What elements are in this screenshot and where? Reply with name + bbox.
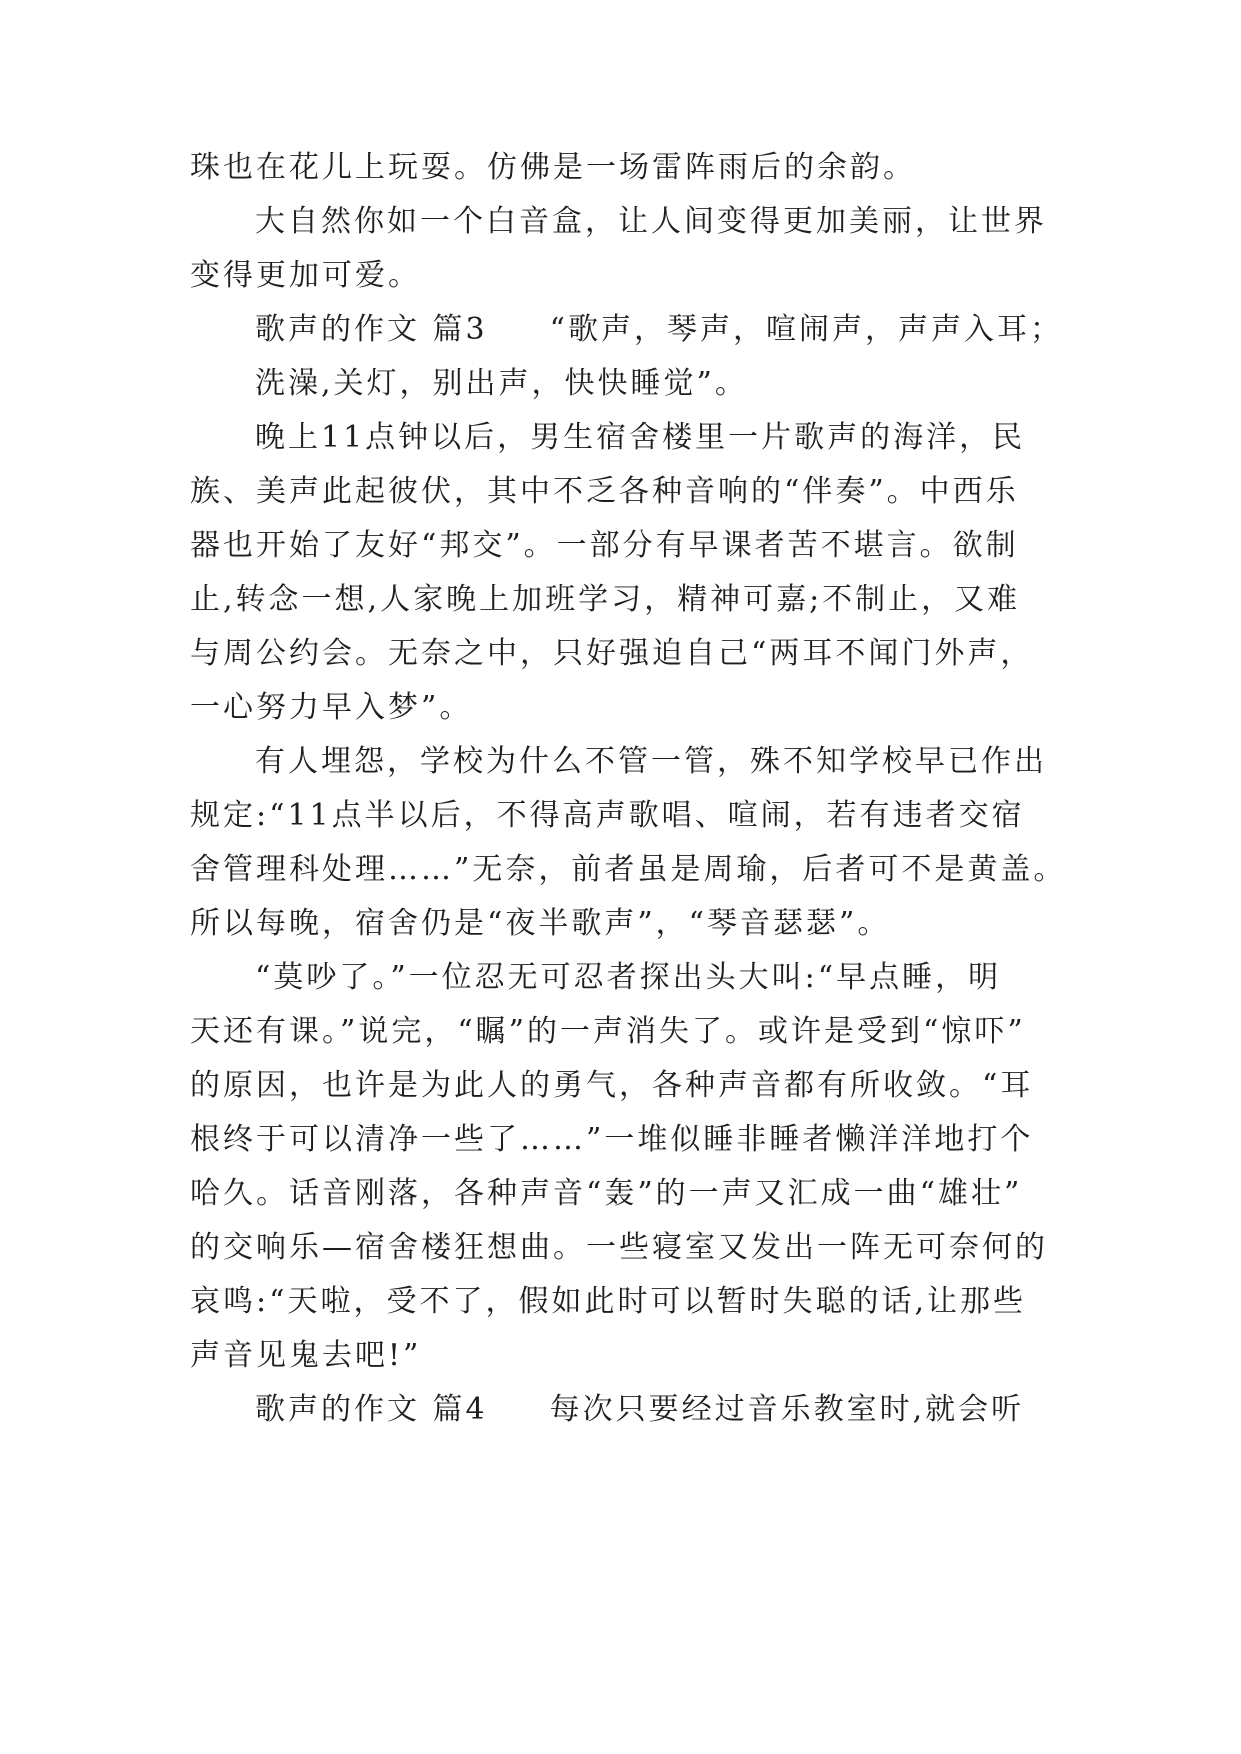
text-line: 的原因，也许是为此人的勇气，各种声音都有所收敛。“耳: [190, 1068, 1034, 1103]
text-line: 器也开始了友好“邦交”。一部分有早课者苦不堪言。欲制: [190, 528, 1019, 563]
text-line: 一心努力早入梦”。: [190, 690, 473, 725]
text-line: 珠也在花儿上玩耍。仿佛是一场雷阵雨后的余韵。: [190, 150, 916, 185]
section-heading-line: [255, 1390, 1024, 1430]
text-line: 规定:“11点半以后，不得高声歌唱、喧闹，若有违者交宿: [190, 798, 1025, 833]
text-line: 所以每晚，宿舍仍是“夜半歌声”，“琴音瑟瑟”。: [190, 906, 891, 941]
text-line: 变得更加可爱。: [190, 258, 421, 293]
text-line: 晚上11点钟以后，男生宿舍楼里一片歌声的海洋，民: [255, 420, 1026, 455]
text-line: 的交响乐—宿舍楼狂想曲。一些寝室又发出一阵无可奈何的: [190, 1230, 1048, 1265]
text-line: 与周公约会。无奈之中，只好强迫自己“两耳不闻门外声，: [190, 636, 1034, 671]
text-line: 哀鸣:“天啦，受不了，假如此时可以暂时失聪的话,让那些: [190, 1284, 1026, 1319]
text-line: 舍管理科处理……”无奈，前者虽是周瑜，后者可不是黄盖。: [190, 852, 1067, 887]
text-line: 止,转念一想,人家晚上加班学习，精神可嘉;不制止，又难: [190, 582, 1021, 617]
section-heading-line: [255, 310, 1063, 350]
text-line: 族、美声此起彼伏，其中不乏各种音响的“伴奏”。中西乐: [190, 474, 1019, 509]
text-line: 大自然你如一个白音盒，让人间变得更加美丽，让世界: [255, 204, 1047, 239]
text-line: 洗澡,关灯，别出声，快快睡觉”。: [255, 366, 748, 401]
text-span: 每次只要经过音乐教室时,就会听: [549, 1392, 1025, 1427]
text-line: 哈久。话音刚落，各种声音“轰”的一声又汇成一曲“雄壮”: [190, 1176, 1023, 1211]
text-line: “莫吵了。”一位忍无可忍者探出头大叫:“早点睡，明: [255, 960, 1002, 995]
text-line: 根终于可以清净一些了……”一堆似睡非睡者懒洋洋地打个: [190, 1122, 1034, 1157]
text-line: 天还有课。”说完，“瞩”的一声消失了。或许是受到“惊吓”: [190, 1014, 1026, 1049]
section-heading: 歌声的作文 篇4: [255, 1392, 488, 1427]
section-heading: 歌声的作文 篇3: [255, 312, 488, 347]
text-span: “歌声，琴声，喧闹声，声声入耳；: [549, 312, 1063, 347]
text-line: 声音见鬼去吧!”: [190, 1338, 422, 1373]
text-line: 有人埋怨，学校为什么不管一管，殊不知学校早已作出: [255, 744, 1047, 779]
